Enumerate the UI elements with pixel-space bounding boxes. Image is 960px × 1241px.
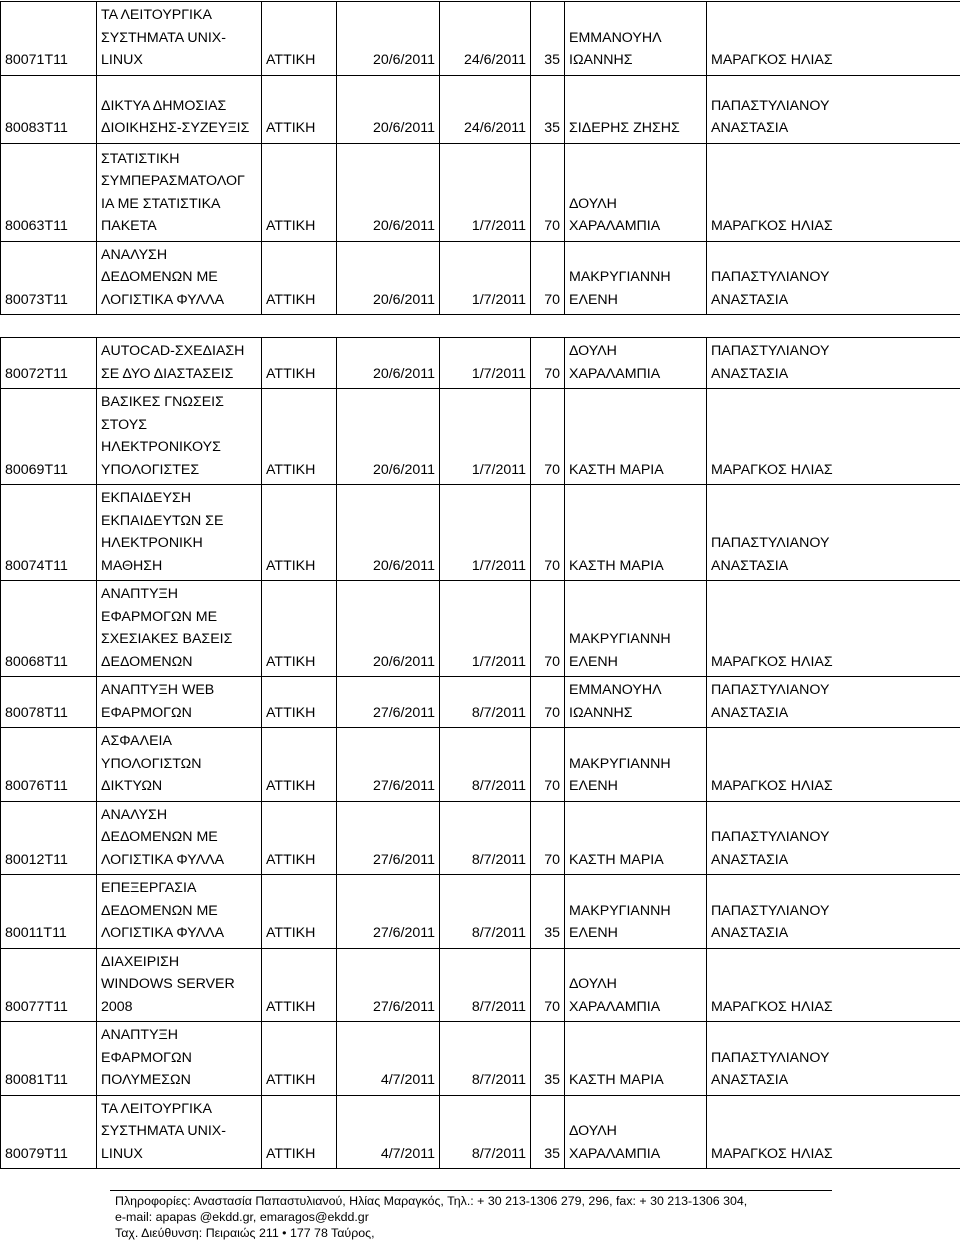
course-code-text: 80068T11 [5, 654, 68, 670]
trainer-name-text: ΜΑΚΡΥΓΙΑΝΝΗ ΕΛΕΝΗ [569, 631, 671, 670]
course-code-text: 80073T11 [5, 292, 68, 308]
course-title [97, 2, 262, 76]
start-date-text: 20/6/2011 [373, 292, 435, 308]
course-hours-text: 70 [544, 218, 560, 234]
course-region [262, 75, 337, 143]
course-region-text: ΑΤΤΙΚΗ [266, 120, 315, 136]
start-date [337, 1022, 440, 1096]
course-region-text: ΑΤΤΙΚΗ [266, 52, 315, 68]
course-hours [531, 1095, 565, 1169]
course-title-text: ΤΑ ΛΕΙΤΟΥΡΓΙΚΑ ΣΥΣΤΗΜΑΤΑ UNIX- LINUX [101, 1101, 226, 1162]
course-code-text: 80083T11 [5, 120, 68, 136]
course-code-text: 80077T11 [5, 999, 68, 1015]
course-hours [531, 948, 565, 1022]
course-title [97, 338, 262, 389]
course-code [1, 338, 97, 389]
course-hours-text: 70 [544, 292, 560, 308]
coordinator-name-text: ΠΑΠΑΣΤΥΛΙΑΝΟΥ ΑΝΑΣΤΑΣΙΑ [711, 682, 829, 721]
table-row [1, 241, 960, 315]
trainer-name-text: ΚΑΣΤΗ ΜΑΡΙΑ [569, 852, 664, 868]
course-code [1, 241, 97, 315]
course-region-text: ΑΤΤΙΚΗ [266, 925, 315, 941]
end-date [440, 581, 531, 677]
trainer-name-text: ΕΜΜΑΝΟΥΗΛ ΙΩΑΝΝΗΣ [569, 682, 662, 721]
course-hours-text: 70 [544, 778, 560, 794]
course-hours-text: 35 [544, 1072, 560, 1088]
start-date-text: 27/6/2011 [373, 852, 435, 868]
start-date-text: 20/6/2011 [373, 558, 435, 574]
course-code [1, 581, 97, 677]
course-region [262, 677, 337, 728]
trainer-name-text: ΔΟΥΛΗ ΧΑΡΑΛΑΜΠΙΑ [569, 343, 660, 382]
course-title-text: AUTOCAD-ΣΧΕΔΙΑΣΗ ΣΕ ΔΥΟ ΔΙΑΣΤΑΣΕΙΣ [101, 343, 244, 382]
trainer-name-text: ΔΟΥΛΗ ΧΑΡΑΛΑΜΠΙΑ [569, 976, 660, 1015]
end-date [440, 75, 531, 143]
course-hours-text: 35 [544, 120, 560, 136]
start-date-text: 27/6/2011 [373, 925, 435, 941]
table-row [1, 581, 960, 677]
coordinator-name [707, 143, 960, 241]
course-region [262, 389, 337, 485]
course-code-text: 80012T11 [5, 852, 68, 868]
end-date [440, 1095, 531, 1169]
table-row [1, 143, 960, 241]
course-title-text: ΑΣΦΑΛΕΙΑ ΥΠΟΛΟΓΙΣΤΩΝ ΔΙΚΤΥΩΝ [101, 733, 202, 794]
course-hours [531, 728, 565, 802]
footer-contact [115, 1194, 747, 1241]
course-region [262, 948, 337, 1022]
course-code-text: 80069T11 [5, 462, 68, 478]
course-hours [531, 2, 565, 76]
trainer-name-text: ΜΑΚΡΥΓΙΑΝΝΗ ΕΛΕΝΗ [569, 903, 671, 942]
course-code [1, 1095, 97, 1169]
trainer-name [565, 389, 707, 485]
start-date-text: 20/6/2011 [373, 654, 435, 670]
trainer-name [565, 581, 707, 677]
trainer-name [565, 485, 707, 581]
course-title-text: ΔΙΚΤΥΑ ΔΗΜΟΣΙΑΣ ΔΙΟΙΚΗΣΗΣ-ΣΥΖΕΥΞΙΣ [101, 98, 249, 137]
coordinator-name-text: ΠΑΠΑΣΤΥΛΙΑΝΟΥ ΑΝΑΣΤΑΣΙΑ [711, 269, 829, 308]
course-title [97, 75, 262, 143]
course-title-text: ΕΚΠΑΙΔΕΥΣΗ ΕΚΠΑΙΔΕΥΤΩΝ ΣΕ ΗΛΕΚΤΡΟΝΙΚΗ ΜΑΘΗΣΗ [101, 490, 223, 574]
course-code [1, 948, 97, 1022]
course-code [1, 389, 97, 485]
footer-address-line: Ταχ. Διεύθυνση: Πειραιώς 211 • 177 78 Ταύρος, [115, 1226, 747, 1241]
end-date [440, 338, 531, 389]
table-row [1, 1095, 960, 1169]
course-hours [531, 485, 565, 581]
start-date-text: 4/7/2011 [381, 1072, 435, 1088]
trainer-name-text: ΔΟΥΛΗ ΧΑΡΑΛΑΜΠΙΑ [569, 1123, 660, 1162]
coordinator-name [707, 75, 960, 143]
table-row [1, 1022, 960, 1096]
end-date [440, 677, 531, 728]
table-row [1, 2, 960, 76]
course-table-2 [0, 337, 960, 1169]
course-hours-text: 70 [544, 558, 560, 574]
course-hours-text: 70 [544, 366, 560, 382]
table-row [1, 948, 960, 1022]
course-title [97, 241, 262, 315]
course-table-1 [0, 1, 960, 315]
course-title [97, 801, 262, 875]
trainer-name-text: ΕΜΜΑΝΟΥΗΛ ΙΩΑΝΝΗΣ [569, 30, 662, 69]
course-code [1, 875, 97, 949]
coordinator-name-text: ΠΑΠΑΣΤΥΛΙΑΝΟΥ ΑΝΑΣΤΑΣΙΑ [711, 1050, 829, 1089]
start-date [337, 75, 440, 143]
course-hours [531, 875, 565, 949]
course-title-text: ΑΝΑΠΤΥΞΗ WEB ΕΦΑΡΜΟΓΩΝ [101, 682, 214, 721]
course-hours [531, 75, 565, 143]
course-title [97, 677, 262, 728]
end-date [440, 1022, 531, 1096]
course-code-text: 80011T11 [5, 925, 67, 941]
course-code-text: 80076T11 [5, 778, 68, 794]
course-hours [531, 241, 565, 315]
coordinator-name-text: ΜΑΡΑΓΚΟΣ ΗΛΙΑΣ [711, 462, 833, 478]
trainer-name [565, 801, 707, 875]
course-region [262, 241, 337, 315]
course-title [97, 389, 262, 485]
course-region [262, 338, 337, 389]
course-code-text: 80081T11 [5, 1072, 68, 1088]
course-title [97, 875, 262, 949]
trainer-name [565, 75, 707, 143]
course-region [262, 801, 337, 875]
course-hours-text: 70 [544, 852, 560, 868]
course-code-text: 80078T11 [5, 705, 68, 721]
course-title [97, 1022, 262, 1096]
start-date-text: 20/6/2011 [373, 218, 435, 234]
table-row [1, 389, 960, 485]
start-date [337, 389, 440, 485]
course-code [1, 801, 97, 875]
trainer-name [565, 948, 707, 1022]
table-row [1, 728, 960, 802]
course-code [1, 728, 97, 802]
trainer-name [565, 2, 707, 76]
course-hours-text: 70 [544, 462, 560, 478]
coordinator-name-text: ΜΑΡΑΓΚΟΣ ΗΛΙΑΣ [711, 999, 833, 1015]
course-hours-text: 70 [544, 999, 560, 1015]
coordinator-name-text: ΠΑΠΑΣΤΥΛΙΑΝΟΥ ΑΝΑΣΤΑΣΙΑ [711, 903, 829, 942]
end-date-text: 1/7/2011 [472, 218, 526, 234]
coordinator-name-text: ΠΑΠΑΣΤΥΛΙΑΝΟΥ ΑΝΑΣΤΑΣΙΑ [711, 98, 829, 137]
course-region-text: ΑΤΤΙΚΗ [266, 1072, 315, 1088]
footer-divider [110, 1190, 832, 1191]
table-row [1, 75, 960, 143]
end-date-text: 1/7/2011 [472, 366, 526, 382]
end-date [440, 801, 531, 875]
trainer-name-text: ΜΑΚΡΥΓΙΑΝΝΗ ΕΛΕΝΗ [569, 269, 671, 308]
course-hours-text: 70 [544, 705, 560, 721]
course-code [1, 1022, 97, 1096]
coordinator-name [707, 338, 960, 389]
course-code-text: 80079T11 [5, 1146, 68, 1162]
start-date-text: 27/6/2011 [373, 999, 435, 1015]
start-date [337, 338, 440, 389]
course-title-text: ΔΙΑΧΕΙΡΙΣΗ WINDOWS SERVER 2008 [101, 954, 235, 1015]
end-date-text: 8/7/2011 [472, 999, 526, 1015]
course-table-1-body [1, 2, 960, 315]
course-region [262, 2, 337, 76]
coordinator-name [707, 1022, 960, 1096]
end-date-text: 24/6/2011 [464, 120, 526, 136]
course-hours [531, 801, 565, 875]
coordinator-name [707, 389, 960, 485]
start-date-text: 27/6/2011 [373, 778, 435, 794]
course-region [262, 1095, 337, 1169]
start-date-text: 20/6/2011 [373, 462, 435, 478]
course-code [1, 2, 97, 76]
course-code [1, 677, 97, 728]
end-date-text: 1/7/2011 [472, 558, 526, 574]
course-region-text: ΑΤΤΙΚΗ [266, 366, 315, 382]
course-title-text: ΑΝΑΛΥΣΗ ΔΕΔΟΜΕΝΩΝ ΜΕ ΛΟΓΙΣΤΙΚΑ ΦΥΛΛΑ [101, 807, 224, 868]
course-code-text: 80074T11 [5, 558, 68, 574]
course-hours-text: 35 [544, 52, 560, 68]
course-region-text: ΑΤΤΙΚΗ [266, 654, 315, 670]
coordinator-name-text: ΜΑΡΑΓΚΟΣ ΗΛΙΑΣ [711, 52, 833, 68]
course-region [262, 875, 337, 949]
course-title-text: ΤΑ ΛΕΙΤΟΥΡΓΙΚΑ ΣΥΣΤΗΜΑΤΑ UNIX- LINUX [101, 7, 226, 68]
course-hours [531, 143, 565, 241]
trainer-name [565, 728, 707, 802]
course-region-text: ΑΤΤΙΚΗ [266, 218, 315, 234]
start-date-text: 27/6/2011 [373, 705, 435, 721]
coordinator-name [707, 801, 960, 875]
course-title-text: ΑΝΑΠΤΥΞΗ ΕΦΑΡΜΟΓΩΝ ΠΟΛΥΜΕΣΩΝ [101, 1027, 192, 1088]
course-region-text: ΑΤΤΙΚΗ [266, 558, 315, 574]
end-date [440, 875, 531, 949]
course-code-text: 80072T11 [5, 366, 68, 382]
course-title-text: ΑΝΑΛΥΣΗ ΔΕΔΟΜΕΝΩΝ ΜΕ ΛΟΓΙΣΤΙΚΑ ΦΥΛΛΑ [101, 247, 224, 308]
course-hours [531, 677, 565, 728]
coordinator-name-text: ΜΑΡΑΓΚΟΣ ΗΛΙΑΣ [711, 1146, 833, 1162]
start-date-text: 20/6/2011 [373, 366, 435, 382]
coordinator-name-text: ΜΑΡΑΓΚΟΣ ΗΛΙΑΣ [711, 654, 833, 670]
course-hours-text: 70 [544, 654, 560, 670]
course-title [97, 485, 262, 581]
trainer-name [565, 677, 707, 728]
trainer-name [565, 1095, 707, 1169]
end-date [440, 485, 531, 581]
course-hours-text: 35 [544, 925, 560, 941]
course-title [97, 143, 262, 241]
start-date-text: 20/6/2011 [373, 52, 435, 68]
coordinator-name [707, 728, 960, 802]
course-title [97, 1095, 262, 1169]
start-date [337, 801, 440, 875]
trainer-name-text: ΜΑΚΡΥΓΙΑΝΝΗ ΕΛΕΝΗ [569, 756, 671, 795]
start-date [337, 2, 440, 76]
coordinator-name-text: ΠΑΠΑΣΤΥΛΙΑΝΟΥ ΑΝΑΣΤΑΣΙΑ [711, 343, 829, 382]
course-region-text: ΑΤΤΙΚΗ [266, 778, 315, 794]
end-date-text: 8/7/2011 [472, 705, 526, 721]
trainer-name-text: ΚΑΣΤΗ ΜΑΡΙΑ [569, 462, 664, 478]
course-region-text: ΑΤΤΙΚΗ [266, 999, 315, 1015]
end-date-text: 8/7/2011 [472, 1146, 526, 1162]
coordinator-name-text: ΜΑΡΑΓΚΟΣ ΗΛΙΑΣ [711, 778, 833, 794]
trainer-name-text: ΚΑΣΤΗ ΜΑΡΙΑ [569, 1072, 664, 1088]
start-date-text: 20/6/2011 [373, 120, 435, 136]
course-region-text: ΑΤΤΙΚΗ [266, 852, 315, 868]
trainer-name [565, 1022, 707, 1096]
end-date [440, 948, 531, 1022]
course-region [262, 143, 337, 241]
coordinator-name [707, 485, 960, 581]
course-title [97, 948, 262, 1022]
course-region-text: ΑΤΤΙΚΗ [266, 462, 315, 478]
course-code [1, 485, 97, 581]
end-date [440, 389, 531, 485]
end-date-text: 1/7/2011 [472, 654, 526, 670]
course-hours [531, 1022, 565, 1096]
course-title [97, 728, 262, 802]
course-region-text: ΑΤΤΙΚΗ [266, 705, 315, 721]
course-table-2-body [1, 338, 960, 1169]
start-date-text: 4/7/2011 [381, 1146, 435, 1162]
end-date [440, 241, 531, 315]
trainer-name-text: ΣΙΔΕΡΗΣ ΖΗΣΗΣ [569, 120, 680, 136]
trainer-name [565, 241, 707, 315]
course-region [262, 485, 337, 581]
table-row [1, 677, 960, 728]
course-region-text: ΑΤΤΙΚΗ [266, 1146, 315, 1162]
table-row [1, 485, 960, 581]
course-title-text: ΣΤΑΤΙΣΤΙΚΗ ΣΥΜΠΕΡΑΣΜΑΤΟΛΟΓ ΙΑ ΜΕ ΣΤΑΤΙΣΤΙΚΑ ΠΑΚΕΤΑ [101, 151, 245, 235]
trainer-name [565, 143, 707, 241]
start-date [337, 241, 440, 315]
course-region [262, 728, 337, 802]
start-date [337, 143, 440, 241]
course-region-text: ΑΤΤΙΚΗ [266, 292, 315, 308]
footer-email-line: e-mail: apapas @ekdd.gr, emaragos@ekdd.gr [115, 1210, 747, 1226]
end-date-text: 8/7/2011 [472, 778, 526, 794]
end-date [440, 143, 531, 241]
start-date [337, 1095, 440, 1169]
course-hours [531, 389, 565, 485]
course-code-text: 80063T11 [5, 218, 68, 234]
course-hours [531, 581, 565, 677]
coordinator-name [707, 875, 960, 949]
end-date-text: 8/7/2011 [472, 1072, 526, 1088]
trainer-name-text: ΚΑΣΤΗ ΜΑΡΙΑ [569, 558, 664, 574]
coordinator-name [707, 241, 960, 315]
end-date [440, 2, 531, 76]
end-date [440, 728, 531, 802]
table-row [1, 875, 960, 949]
start-date [337, 581, 440, 677]
course-hours-text: 35 [544, 1146, 560, 1162]
start-date [337, 677, 440, 728]
coordinator-name-text: ΠΑΠΑΣΤΥΛΙΑΝΟΥ ΑΝΑΣΤΑΣΙΑ [711, 829, 829, 868]
course-region [262, 1022, 337, 1096]
end-date-text: 24/6/2011 [464, 52, 526, 68]
table-row [1, 801, 960, 875]
end-date-text: 8/7/2011 [472, 925, 526, 941]
start-date [337, 485, 440, 581]
table-row [1, 338, 960, 389]
coordinator-name [707, 677, 960, 728]
start-date [337, 948, 440, 1022]
coordinator-name [707, 948, 960, 1022]
course-title [97, 581, 262, 677]
course-title-text: ΒΑΣΙΚΕΣ ΓΝΩΣΕΙΣ ΣΤΟΥΣ ΗΛΕΚΤΡΟΝΙΚΟΥΣ ΥΠΟΛΟΓΙΣΤΕΣ [101, 394, 224, 478]
trainer-name-text: ΔΟΥΛΗ ΧΑΡΑΛΑΜΠΙΑ [569, 196, 660, 235]
coordinator-name [707, 581, 960, 677]
start-date [337, 875, 440, 949]
course-region [262, 581, 337, 677]
coordinator-name [707, 2, 960, 76]
end-date-text: 8/7/2011 [472, 852, 526, 868]
course-code [1, 143, 97, 241]
trainer-name [565, 875, 707, 949]
end-date-text: 1/7/2011 [472, 292, 526, 308]
start-date [337, 728, 440, 802]
course-title-text: ΑΝΑΠΤΥΞΗ ΕΦΑΡΜΟΓΩΝ ΜΕ ΣΧΕΣΙΑΚΕΣ ΒΑΣΕΙΣ ΔΕΔΟΜΕΝΩΝ [101, 586, 232, 670]
course-code [1, 75, 97, 143]
coordinator-name [707, 1095, 960, 1169]
coordinator-name-text: ΠΑΠΑΣΤΥΛΙΑΝΟΥ ΑΝΑΣΤΑΣΙΑ [711, 535, 829, 574]
trainer-name [565, 338, 707, 389]
footer-info-line: Πληροφορίες: Αναστασία Παπαστυλιανού, Ηλίας Μαραγκός, Τηλ.: + 30 213-1306 279, 296, fax: + 30 213-1306 304, [115, 1194, 747, 1210]
end-date-text: 1/7/2011 [472, 462, 526, 478]
course-title-text: ΕΠΕΞΕΡΓΑΣΙΑ ΔΕΔΟΜΕΝΩΝ ΜΕ ΛΟΓΙΣΤΙΚΑ ΦΥΛΛΑ [101, 880, 224, 941]
course-hours [531, 338, 565, 389]
course-code-text: 80071T11 [5, 52, 68, 68]
coordinator-name-text: ΜΑΡΑΓΚΟΣ ΗΛΙΑΣ [711, 218, 833, 234]
